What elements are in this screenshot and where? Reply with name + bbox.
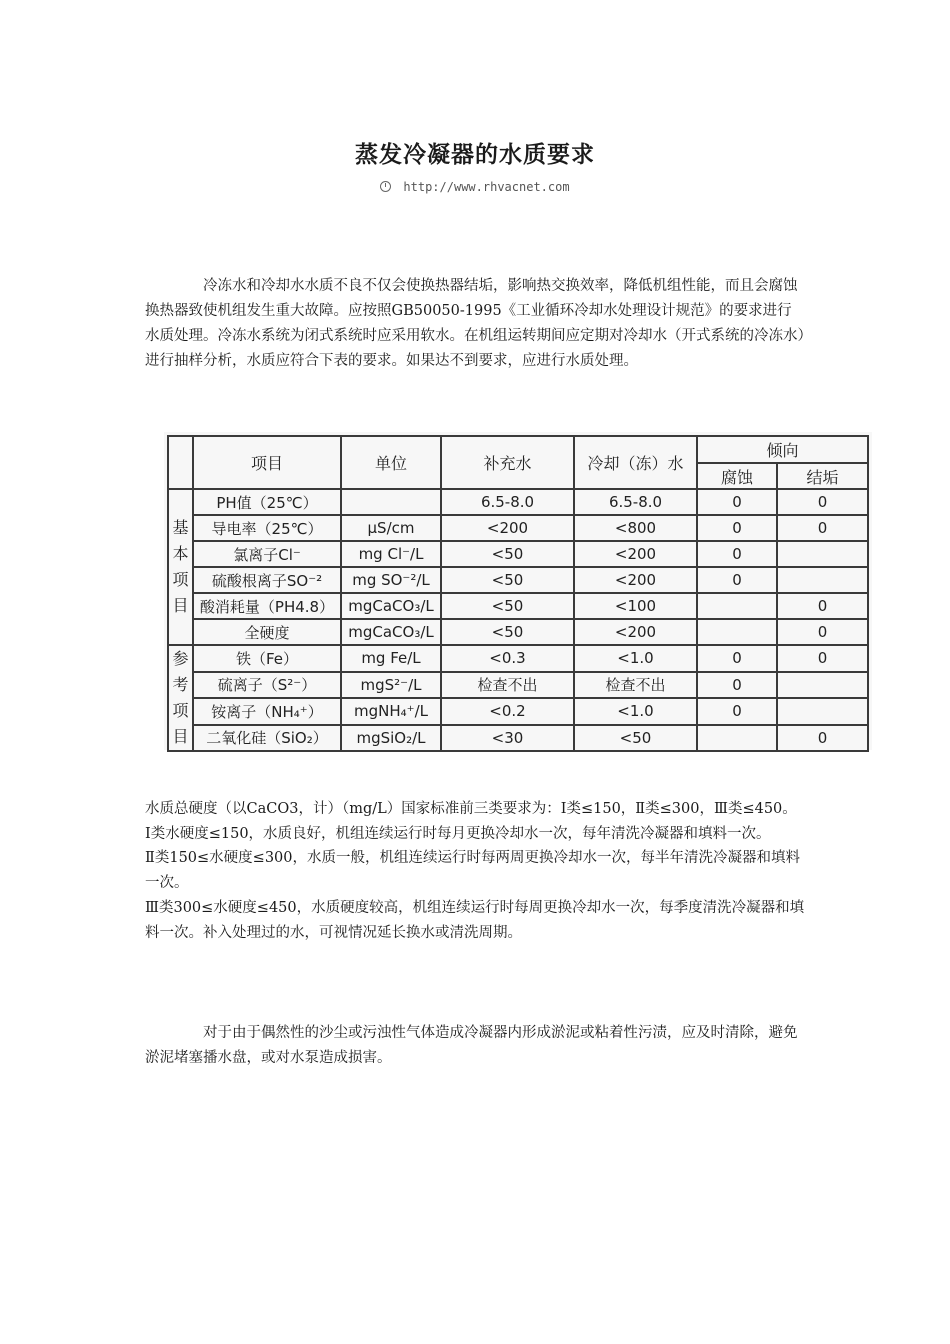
row-item: 全硬度 <box>193 619 341 645</box>
row-makeup: <50 <box>441 593 574 619</box>
row-item: 铵离子（NH₄⁺） <box>193 698 341 725</box>
source-url[interactable]: http://www.rhvacnet.com <box>403 180 570 194</box>
row-unit: mg Cl⁻/L <box>341 541 441 567</box>
row-corrosion <box>697 725 777 752</box>
row-item: 氯离子Cl⁻ <box>193 541 341 567</box>
group-reference-items: 参 考 项 目 <box>168 645 193 751</box>
row-item: 硫离子（S²⁻） <box>193 672 341 699</box>
row-corrosion: 0 <box>697 489 777 515</box>
row-unit <box>341 489 441 515</box>
row-unit: mg Fe/L <box>341 645 441 672</box>
row-cooling: <1.0 <box>574 698 697 725</box>
row-corrosion: 0 <box>697 541 777 567</box>
header-scaling: 结垢 <box>777 463 868 489</box>
row-scaling: 0 <box>777 489 868 515</box>
row-scaling <box>777 567 868 593</box>
row-makeup: 6.5-8.0 <box>441 489 574 515</box>
water-quality-table-image <box>164 432 872 750</box>
row-cooling: <100 <box>574 593 697 619</box>
row-unit: mgCaCO₃/L <box>341 619 441 645</box>
row-makeup: 检查不出 <box>441 672 574 699</box>
header-cooling-water: 冷却（冻）水 <box>574 436 697 489</box>
row-unit: mgCaCO₃/L <box>341 593 441 619</box>
header-item: 项目 <box>193 436 341 489</box>
row-corrosion <box>697 593 777 619</box>
table-row <box>168 725 868 752</box>
row-makeup: <0.3 <box>441 645 574 672</box>
row-corrosion: 0 <box>697 698 777 725</box>
row-makeup: <30 <box>441 725 574 752</box>
row-unit: mgS²⁻/L <box>341 672 441 699</box>
table-row <box>168 645 868 672</box>
row-scaling <box>777 698 868 725</box>
row-scaling <box>777 541 868 567</box>
header-makeup-water: 补充水 <box>441 436 574 489</box>
row-cooling: <1.0 <box>574 645 697 672</box>
row-item: 二氧化硅（SiO₂） <box>193 725 341 752</box>
row-cooling: <50 <box>574 725 697 752</box>
hardness-standard-text: 水质总硬度（以CaCO3，计）（mg/L）国家标准前三类要求为：Ⅰ类≤150，Ⅱ类≤300，Ⅲ类≤450。 <box>145 801 797 817</box>
table-row <box>168 698 868 725</box>
row-cooling: 6.5-8.0 <box>574 489 697 515</box>
row-corrosion: 0 <box>697 567 777 593</box>
table-row <box>168 489 868 515</box>
table-row <box>168 593 868 619</box>
row-cooling: <800 <box>574 515 697 541</box>
header-corrosion: 腐蚀 <box>697 463 777 489</box>
page-title: 蒸发冷凝器的水质要求 <box>355 141 595 168</box>
row-corrosion: 0 <box>697 645 777 672</box>
row-unit: mgNH₄⁺/L <box>341 698 441 725</box>
row-scaling: 0 <box>777 515 868 541</box>
intro-paragraph: 冷冻水和冷却水水质不良不仅会使换热器结垢，影响热交换效率，降低机组性能，而且会腐蚀换热器致使机组发生重大故障。应按照GB50050-1995《工业循环冷却水处理设计规范》的要求进行水质处理。冷冻水系统为闭式系统时应采用软水。在机组运转期间应定期对冷却水（开式系统的冷冻水）进行抽样分析，水质应符合下表的要求。如果达不到要求，应进行水质处理。 <box>145 278 805 369</box>
row-scaling: 0 <box>777 619 868 645</box>
row-scaling <box>777 672 868 699</box>
row-cooling: <200 <box>574 619 697 645</box>
row-item: 铁（Fe） <box>193 645 341 672</box>
class-3-text: Ⅲ类300≤水硬度≤450，水质硬度较高，机组连续运行时每周更换冷却水一次，每季度清洗冷凝器和填料一次。补入处理过的水，可视情况延长换水或清洗周期。 <box>145 899 805 941</box>
row-corrosion: 0 <box>697 672 777 699</box>
row-cooling: 检查不出 <box>574 672 697 699</box>
row-corrosion <box>697 619 777 645</box>
row-makeup: <200 <box>441 515 574 541</box>
table-row <box>168 567 868 593</box>
row-item: 导电率（25℃） <box>193 515 341 541</box>
class-2-text: Ⅱ类150≤水硬度≤300，水质一般，机组连续运行时每两周更换冷却水一次，每半年清洗冷凝器和填料一次。 <box>145 850 801 892</box>
row-unit: μS/cm <box>341 515 441 541</box>
row-unit: mg SO⁻²/L <box>341 567 441 593</box>
row-item: PH值（25℃） <box>193 489 341 515</box>
table-row <box>168 541 868 567</box>
row-makeup: <50 <box>441 541 574 567</box>
row-makeup: <50 <box>441 567 574 593</box>
row-item: 硫酸根离子SO⁻² <box>193 567 341 593</box>
row-item: 酸消耗量（PH4.8） <box>193 593 341 619</box>
row-scaling: 0 <box>777 593 868 619</box>
hardness-section <box>145 797 805 945</box>
source-line <box>0 180 950 194</box>
row-makeup: <0.2 <box>441 698 574 725</box>
table-row <box>168 619 868 645</box>
row-cooling: <200 <box>574 541 697 567</box>
corner-cell <box>168 436 193 489</box>
row-cooling: <200 <box>574 567 697 593</box>
water-quality-table <box>167 435 869 752</box>
header-unit: 单位 <box>341 436 441 489</box>
clock-icon <box>380 181 391 192</box>
row-corrosion: 0 <box>697 515 777 541</box>
table-row <box>168 515 868 541</box>
header-tendency: 倾向 <box>697 436 868 463</box>
row-makeup: <50 <box>441 619 574 645</box>
table-row <box>168 672 868 699</box>
group-basic-items: 基 本 项 目 <box>168 489 193 645</box>
row-scaling: 0 <box>777 725 868 752</box>
row-scaling: 0 <box>777 645 868 672</box>
row-unit: mgSiO₂/L <box>341 725 441 752</box>
class-1-text: Ⅰ类水硬度≤150，水质良好，机组连续运行时每月更换冷却水一次，每年清洗冷凝器和填料一次。 <box>145 825 771 842</box>
closing-paragraph: 对于由于偶然性的沙尘或污浊性气体造成冷凝器内形成淤泥或粘着性污渍，应及时清除，避免淤泥堵塞播水盘，或对水泵造成损害。 <box>145 1025 798 1066</box>
